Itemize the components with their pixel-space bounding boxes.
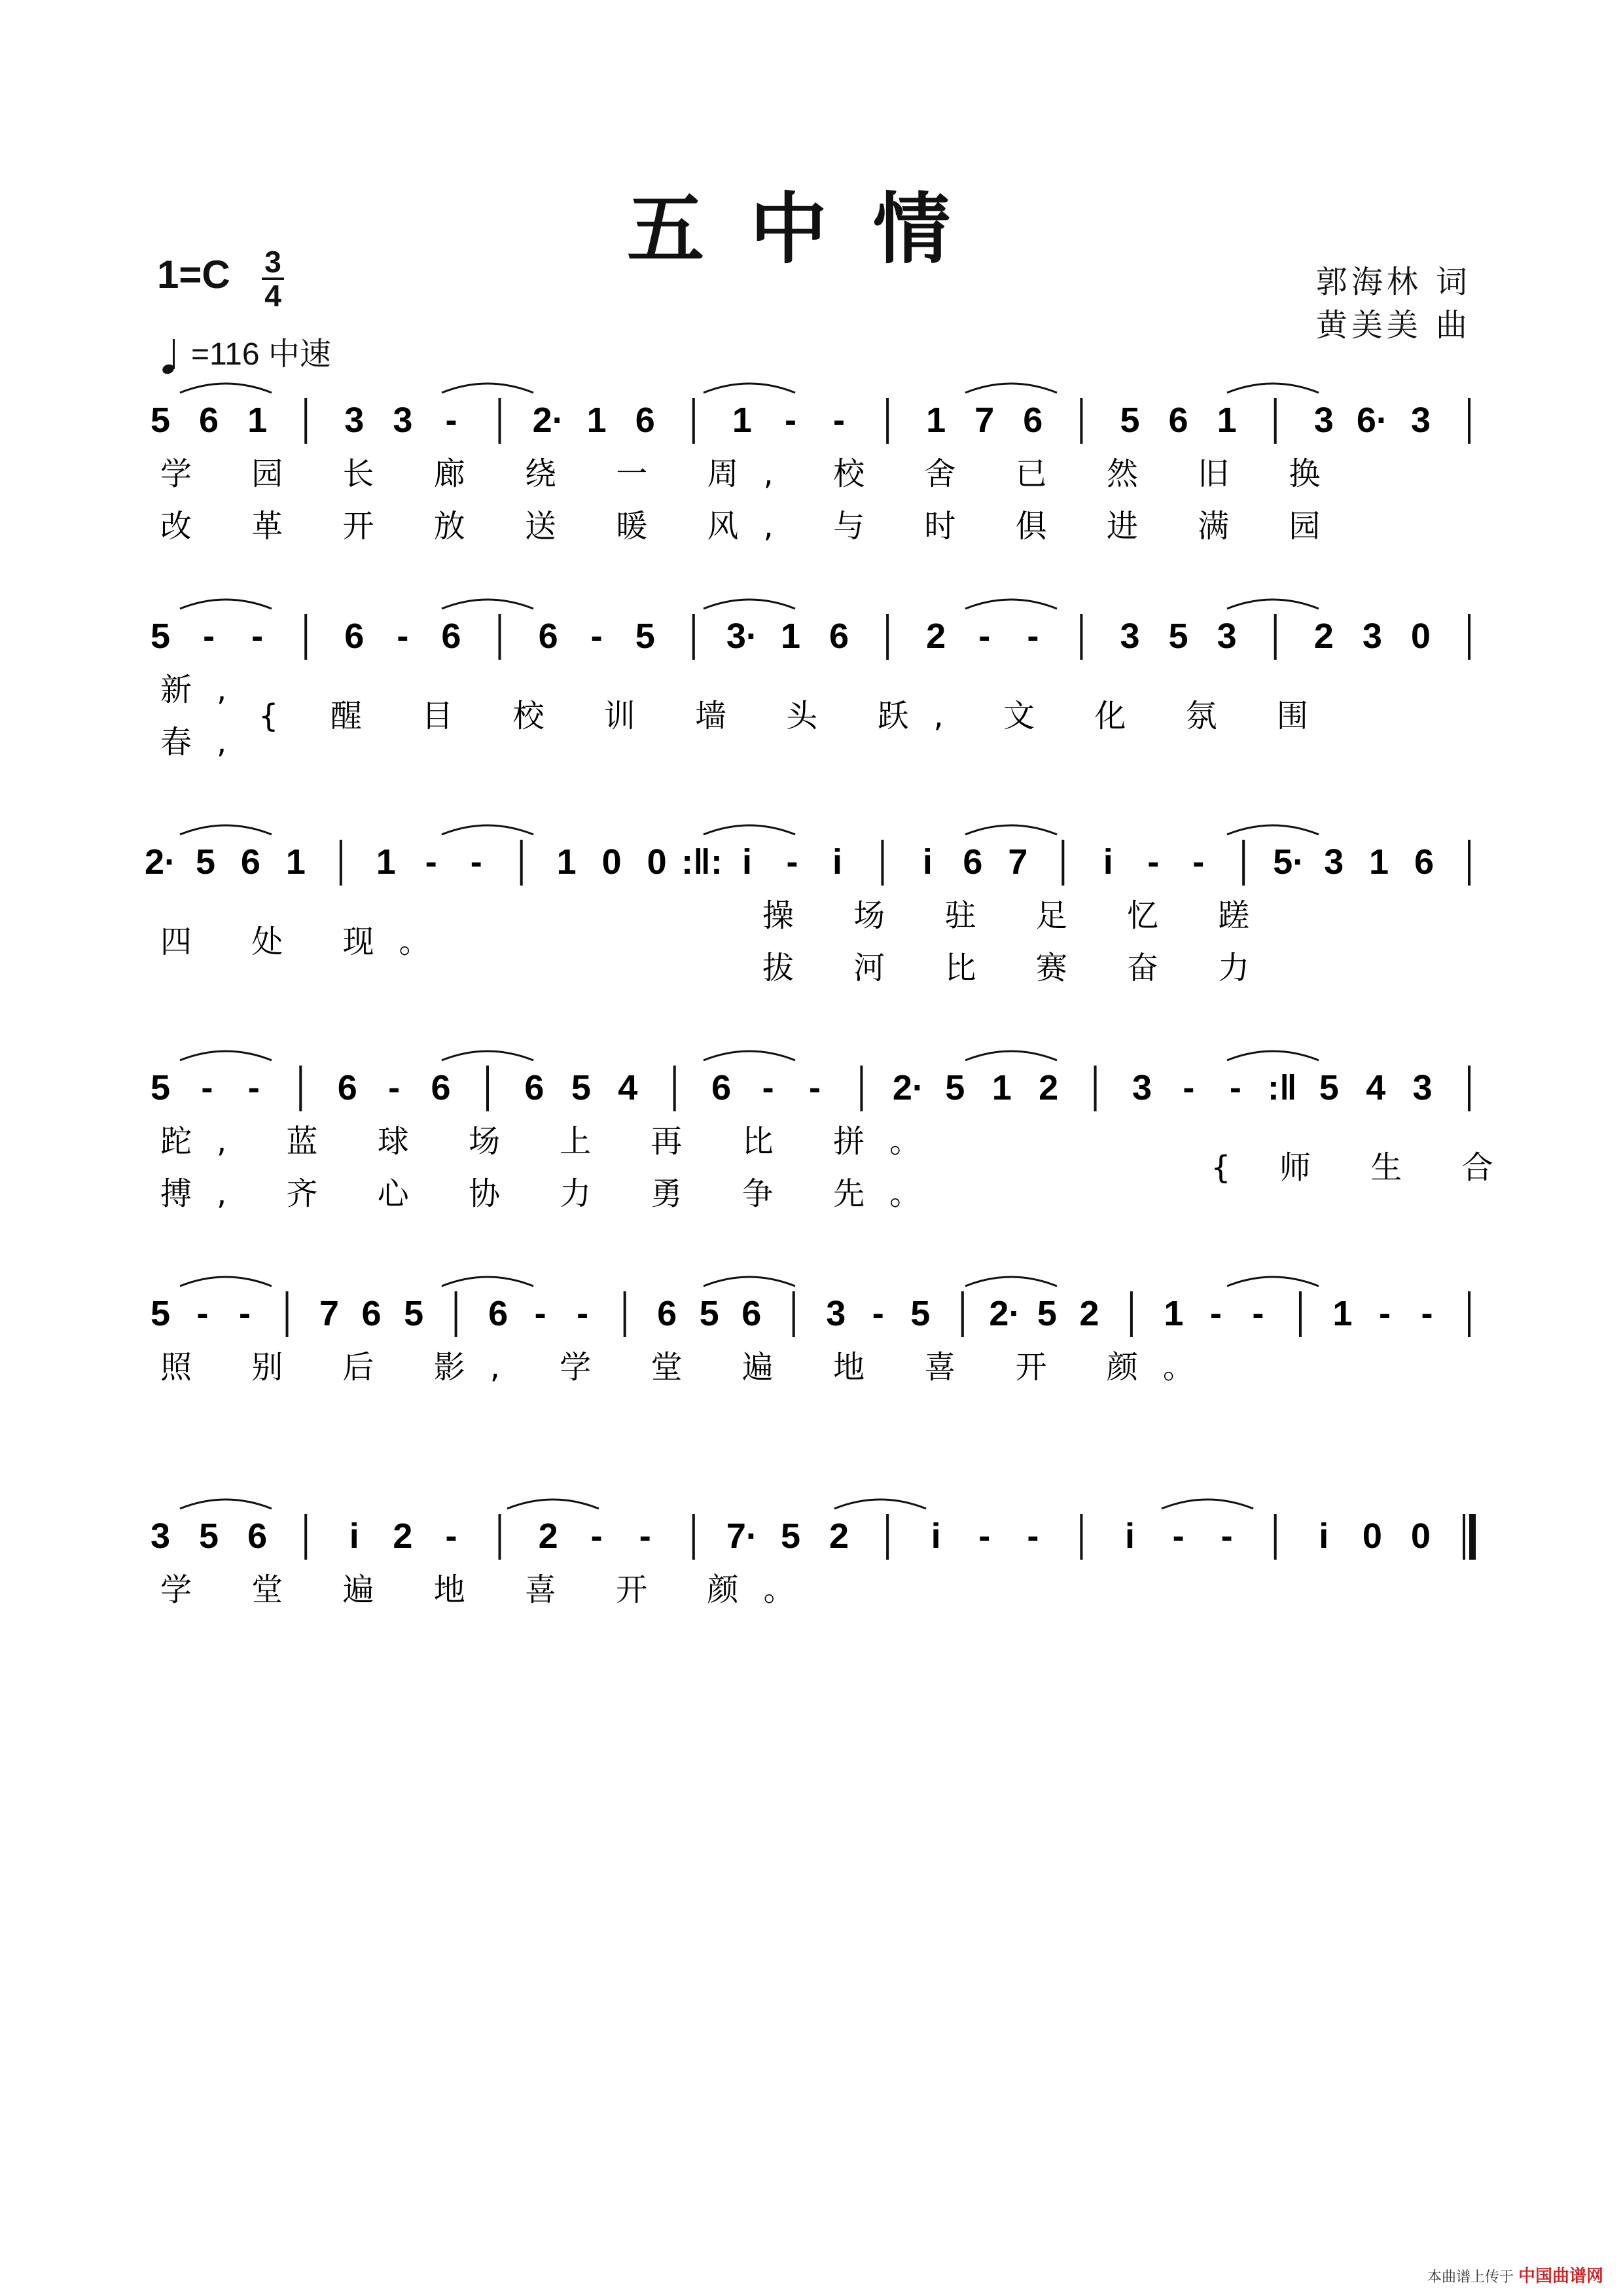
note: -: [1229, 1068, 1241, 1107]
note: 6: [829, 617, 849, 656]
barline: [499, 398, 501, 444]
note: 6: [1414, 842, 1435, 882]
lyric-line: 学 园 长 廊 绕 一 周, 校 舍 已 然 旧 换: [160, 456, 1346, 492]
barline: [304, 1514, 307, 1560]
note: -: [239, 1294, 251, 1333]
note: 2: [393, 1516, 413, 1556]
note: -: [251, 617, 264, 656]
note: 2: [1039, 1068, 1059, 1107]
note: i: [922, 842, 933, 882]
note: -: [1183, 1068, 1195, 1107]
note: 6: [657, 1294, 677, 1333]
note: 5: [150, 401, 171, 440]
note: -: [577, 1294, 589, 1333]
note: 1: [285, 842, 306, 882]
note: 6: [240, 842, 260, 882]
barline: [1061, 840, 1064, 886]
note: i: [349, 1516, 359, 1556]
barline: [1094, 1066, 1097, 1111]
slur: [1227, 600, 1319, 609]
time-signature-top: 3: [264, 245, 281, 279]
note: 2: [538, 1516, 558, 1556]
note: 1: [586, 401, 607, 440]
barline: [886, 398, 889, 444]
note: -: [590, 1516, 603, 1556]
slur: [1227, 384, 1319, 393]
barline: [886, 614, 889, 660]
note: 2: [829, 1516, 849, 1556]
barline: [1080, 398, 1082, 444]
note: -: [397, 617, 409, 656]
note: 0: [1410, 617, 1431, 656]
barline: [340, 840, 342, 886]
note: 0: [647, 842, 667, 882]
note: -: [445, 401, 457, 440]
note: 5: [1120, 401, 1140, 440]
svg-text::‖:: :‖:: [681, 842, 723, 882]
note: 2·: [144, 842, 177, 882]
slur: [442, 1277, 533, 1286]
note: 5: [195, 842, 215, 882]
barline: [1080, 614, 1082, 660]
note: -: [534, 1294, 546, 1333]
note: 1: [991, 1068, 1012, 1107]
note: 6: [524, 1068, 544, 1107]
slur: [704, 1051, 795, 1060]
note: 6: [441, 617, 461, 656]
note: 3: [1410, 401, 1431, 440]
barline: [1242, 840, 1245, 886]
note: 1: [1217, 401, 1237, 440]
note: 5: [199, 1516, 219, 1556]
note: -: [1192, 842, 1205, 882]
note: 1: [1369, 842, 1389, 882]
note: i: [832, 842, 842, 882]
note: 5: [150, 1068, 171, 1107]
note: 4: [1366, 1068, 1386, 1107]
note: i: [1124, 1516, 1135, 1556]
note: -: [978, 617, 991, 656]
barline: [299, 1066, 302, 1111]
lyric-line: 搏, 齐 心 协 力 勇 争 先。: [160, 1175, 946, 1212]
note: i: [931, 1516, 941, 1556]
slur: [1227, 825, 1319, 834]
note: 5: [404, 1294, 424, 1333]
note: 3: [1120, 617, 1140, 656]
note: -: [978, 1516, 991, 1556]
svg-text::‖: :‖: [1267, 1068, 1297, 1107]
barline: [1468, 614, 1471, 660]
note: 7: [1008, 842, 1028, 882]
note: -: [203, 617, 215, 656]
note: -: [1378, 1294, 1391, 1333]
note: 1: [780, 617, 800, 656]
note: -: [590, 617, 603, 656]
slur: [1227, 1051, 1319, 1060]
slur: [965, 1051, 1057, 1060]
note: 3·: [726, 617, 758, 656]
slur: [442, 384, 533, 393]
note: 2: [1313, 617, 1334, 656]
slur: [442, 600, 533, 609]
note: 5: [1168, 617, 1188, 656]
verse-brace: {: [259, 698, 279, 734]
barline: [304, 398, 307, 444]
barline: [499, 1514, 501, 1560]
note: 3: [344, 401, 365, 440]
note: 3: [826, 1294, 846, 1333]
note: 5: [780, 1516, 800, 1556]
lyric-line: 师 生 合: [1279, 1149, 1518, 1186]
barline: [1299, 1291, 1302, 1337]
note: 0: [1362, 1516, 1382, 1556]
slur: [965, 600, 1057, 609]
note: -: [1221, 1516, 1233, 1556]
tempo-value: =116: [191, 337, 260, 372]
note: -: [1027, 617, 1039, 656]
barline: [455, 1291, 457, 1337]
note: -: [1027, 1516, 1039, 1556]
note: 7: [974, 401, 995, 440]
note: -: [762, 1068, 774, 1107]
note: 6: [247, 1516, 268, 1556]
barline: [886, 1514, 889, 1560]
barline: [304, 614, 307, 660]
slur: [507, 1499, 599, 1509]
slur: [965, 384, 1057, 393]
slur: [180, 1499, 272, 1509]
note: 3: [150, 1516, 171, 1556]
note: 6: [361, 1294, 382, 1333]
note: 3: [1324, 842, 1344, 882]
note: 1: [247, 401, 268, 440]
note: 1: [732, 401, 752, 440]
lyric-line: 新,: [160, 672, 252, 708]
note: 5: [910, 1294, 931, 1333]
lyric-line: 春,: [160, 724, 252, 761]
note: -: [784, 401, 796, 440]
note: 6: [1168, 401, 1188, 440]
slur: [1162, 1499, 1253, 1509]
barline: [1080, 1514, 1082, 1560]
slur: [180, 600, 272, 609]
note: 1: [1332, 1294, 1353, 1333]
barline: [1274, 614, 1277, 660]
note: -: [445, 1516, 457, 1556]
barline: [692, 398, 695, 444]
slur: [965, 1277, 1057, 1286]
note: -: [470, 842, 482, 882]
note: 7: [319, 1294, 340, 1333]
slur: [1227, 1277, 1319, 1286]
note: i: [742, 842, 753, 882]
note: 6: [538, 617, 558, 656]
footer-text: 本曲谱上传于: [1427, 2269, 1514, 2286]
lyric-line: 跎, 蓝 球 场 上 再 比 拼。: [160, 1123, 946, 1160]
note: 6: [488, 1294, 508, 1333]
time-signature-bottom: 4: [264, 279, 281, 313]
slur: [442, 1051, 533, 1060]
slur: [180, 1277, 272, 1286]
note: i: [1103, 842, 1113, 882]
note: i: [1319, 1516, 1329, 1556]
note: 6·: [1356, 401, 1388, 440]
note: 5: [699, 1294, 719, 1333]
barline: [1468, 1291, 1471, 1337]
note: 5·: [1273, 842, 1305, 882]
note: 6: [1023, 401, 1043, 440]
note: 5: [1319, 1068, 1339, 1107]
note: -: [1172, 1516, 1185, 1556]
barline: [673, 1066, 676, 1111]
barline: [692, 1514, 695, 1560]
note: 2·: [532, 401, 564, 440]
note: 6: [337, 1068, 357, 1107]
note: 5: [150, 1294, 171, 1333]
note: 6: [711, 1068, 732, 1107]
note: 5: [150, 617, 171, 656]
slur: [704, 600, 795, 609]
note: 3: [1313, 401, 1334, 440]
note: 7·: [726, 1516, 758, 1556]
barline: [499, 614, 501, 660]
barline: [881, 840, 883, 886]
barline: [961, 1291, 964, 1337]
key-signature: 1=C: [157, 253, 230, 296]
note: 6: [199, 401, 219, 440]
barline: [1274, 398, 1277, 444]
slur: [180, 1051, 272, 1060]
note: 5: [635, 617, 655, 656]
barline: [520, 840, 523, 886]
note: 1: [1164, 1294, 1184, 1333]
note: 6: [741, 1294, 762, 1333]
note: 1: [376, 842, 396, 882]
barline: [793, 1291, 795, 1337]
slur: [834, 1499, 926, 1509]
lyric-line: 醒 目 校 训 墙 头 跃, 文 化 氛 围: [330, 698, 1333, 734]
lyric-line: 操 场 驻 足 忆 蹉: [762, 897, 1275, 934]
note: 5: [945, 1068, 965, 1107]
barline: [1268, 1068, 1297, 1107]
barline: [1130, 1291, 1133, 1337]
note: -: [1147, 842, 1160, 882]
note: 3: [1362, 617, 1382, 656]
barline: [624, 1291, 626, 1337]
lyric-line: 改 革 开 放 送 暖 风, 与 时 俱 进 满 园: [160, 508, 1346, 545]
note: -: [809, 1068, 821, 1107]
barline: [486, 1066, 489, 1111]
barline: [692, 614, 695, 660]
note: -: [247, 1068, 260, 1107]
barline: [860, 1066, 863, 1111]
note: 1: [926, 401, 946, 440]
slur: [442, 825, 533, 834]
barline: [1463, 1514, 1476, 1560]
note: 6: [344, 617, 365, 656]
site-logo: 中国曲谱网: [1518, 2267, 1603, 2286]
slur: [704, 384, 795, 393]
note: 2·: [892, 1068, 924, 1107]
note: 5: [571, 1068, 591, 1107]
note: -: [786, 842, 798, 882]
barline: [1274, 1514, 1277, 1560]
note: 6: [963, 842, 983, 882]
footer-credit: [1427, 2263, 1603, 2287]
note: 2: [926, 617, 946, 656]
note: -: [639, 1516, 651, 1556]
barline: [1468, 398, 1471, 444]
note: 6: [431, 1068, 451, 1107]
tempo-label: 中速: [268, 337, 331, 372]
note: 1: [556, 842, 577, 882]
verse-brace: {: [1211, 1149, 1231, 1186]
barline: [681, 842, 722, 882]
lyricist-credit: 郭海林 词: [1315, 264, 1471, 300]
note: 3: [1132, 1068, 1152, 1107]
barline: [1468, 1066, 1471, 1111]
barline: [286, 1291, 289, 1337]
note: -: [1209, 1294, 1222, 1333]
note: 3: [1412, 1068, 1433, 1107]
lyric-line: 照 别 后 影, 学 堂 遍 地 喜 开 颜。: [160, 1349, 1219, 1386]
note: -: [833, 401, 846, 440]
note: 2·: [989, 1294, 1021, 1333]
note: -: [201, 1068, 213, 1107]
composer-credit: 黄美美 曲: [1315, 307, 1471, 344]
note: -: [1421, 1294, 1433, 1333]
note: 5: [1037, 1294, 1057, 1333]
note: 3: [1217, 617, 1237, 656]
note: 3: [393, 401, 413, 440]
slur: [180, 825, 272, 834]
page-title: 五中情: [626, 183, 996, 274]
barline: [1468, 840, 1471, 886]
note: -: [388, 1068, 401, 1107]
lyric-line: 拔 河 比 赛 奋 力: [762, 950, 1275, 986]
note: -: [196, 1294, 209, 1333]
slur: [704, 825, 795, 834]
note: 2: [1079, 1294, 1099, 1333]
lyric-line: 四 处 现。: [160, 924, 455, 960]
note: -: [1252, 1294, 1264, 1333]
note: -: [425, 842, 437, 882]
note: 4: [618, 1068, 638, 1107]
slur: [704, 1277, 795, 1286]
slur: [180, 384, 272, 393]
slur: [965, 825, 1057, 834]
note: 0: [1410, 1516, 1431, 1556]
note: -: [872, 1294, 884, 1333]
note: 0: [601, 842, 622, 882]
note: 6: [635, 401, 655, 440]
lyric-line: 学 堂 遍 地 喜 开 颜。: [160, 1571, 820, 1608]
